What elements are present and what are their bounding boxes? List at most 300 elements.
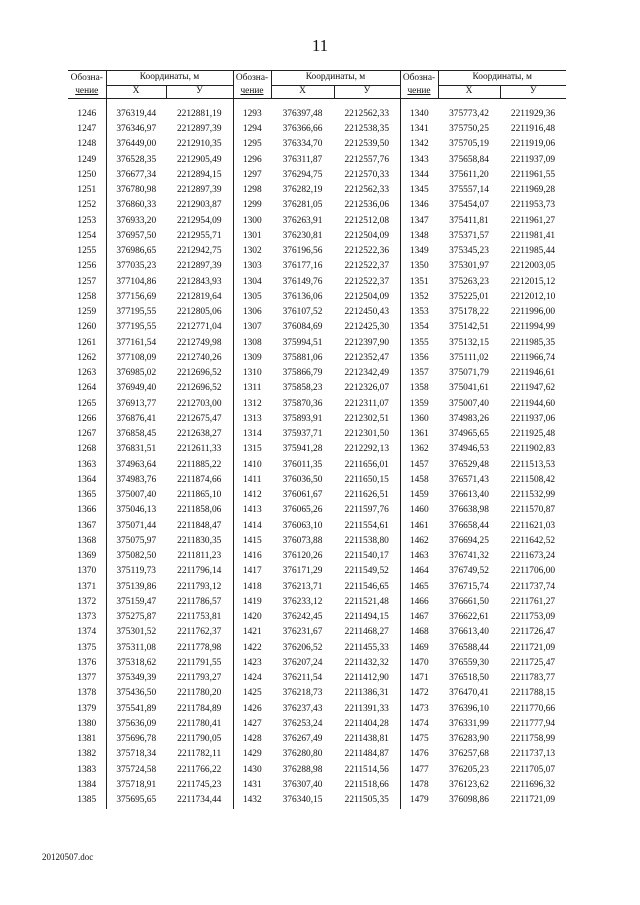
x-coordinate: 376661,50: [449, 596, 489, 607]
x-coordinate: 375139,86: [106, 580, 166, 595]
designation-subheader-3: чение: [400, 86, 438, 99]
y-coordinate: 2211929,36: [510, 108, 556, 119]
y-coordinate: 2212012,10: [510, 291, 556, 302]
designation-header-1: Обозна-: [68, 71, 106, 86]
point-number: 1248: [77, 139, 97, 150]
y-coordinate: 2212301,50: [344, 429, 390, 440]
x-coordinate: 376123,62: [449, 779, 489, 790]
x-coordinate: 376253,24: [282, 718, 323, 729]
y-coordinate: 2211766,22: [177, 764, 222, 775]
y-coordinate: 2212538,35: [344, 124, 390, 135]
header-row-top: [68, 71, 566, 86]
x-coordinate: 376084,69: [282, 322, 323, 333]
point-number: 1310: [233, 366, 271, 381]
x-coordinate: 374965,65: [449, 429, 489, 440]
point-number: 1468: [400, 626, 438, 641]
table-row: [68, 443, 566, 458]
y-coordinate: 2212843,93: [176, 276, 222, 287]
x-coordinate: 374963,64: [106, 458, 166, 473]
point-number: 1367: [77, 520, 97, 531]
point-number: 1297: [233, 168, 271, 183]
x-coordinate: 375301,97: [449, 261, 489, 272]
x-coordinate: 375893,91: [282, 413, 323, 424]
y-coordinate: 2211996,00: [510, 307, 556, 318]
table-row: [68, 687, 566, 702]
point-number: 1265: [77, 398, 97, 409]
x-header-1: X: [106, 86, 166, 99]
point-number: 1250: [77, 169, 97, 180]
y-coordinate: 2211790,05: [177, 734, 222, 745]
x-coordinate: 376588,44: [449, 642, 489, 653]
y-coordinate: 2211404,28: [344, 718, 389, 729]
table-row: [68, 183, 566, 198]
x-coordinate: 376346,97: [106, 122, 166, 137]
point-number: 1385: [77, 795, 97, 806]
x-coordinate: 376065,26: [282, 505, 323, 516]
point-number: 1342: [400, 138, 438, 153]
point-number: 1459: [400, 488, 438, 503]
x-coordinate: 376205,23: [449, 764, 489, 775]
y-coordinate: 2211777,94: [510, 718, 556, 729]
x-coordinate: 376280,80: [282, 749, 323, 760]
y-coordinate: 2211725,47: [510, 657, 556, 668]
x-coordinate: 375718,91: [106, 778, 166, 793]
y-coordinate: 2212536,06: [344, 200, 390, 211]
table-row: [68, 626, 566, 641]
x-coordinate: 376957,50: [106, 229, 166, 244]
x-coordinate: 376622,61: [449, 612, 489, 623]
y-coordinate: 2212903,87: [176, 200, 222, 211]
point-number: 1315: [233, 443, 271, 458]
point-number: 1426: [233, 702, 271, 717]
y-coordinate: 2212512,08: [344, 215, 390, 226]
point-number: 1464: [400, 565, 438, 580]
x-coordinate: 376311,87: [282, 154, 323, 165]
x-coordinate: 375658,84: [449, 154, 489, 165]
y-coordinate: 2212539,50: [344, 139, 390, 150]
point-number: 1341: [400, 122, 438, 137]
x-coordinate: 375142,51: [449, 322, 489, 333]
y-coordinate: 2211597,76: [344, 505, 389, 516]
y-coordinate: 2212342,49: [344, 368, 390, 379]
x-coordinate: 374983,26: [449, 413, 489, 424]
point-number: 1251: [77, 185, 97, 196]
designation-header-3: Обозна-: [400, 71, 438, 86]
point-number: 1345: [400, 183, 438, 198]
y-coordinate: 2212450,43: [344, 307, 390, 318]
table-row: [68, 763, 566, 778]
point-number: 1380: [77, 718, 97, 729]
x-coordinate: 375454,07: [449, 200, 489, 211]
x-coordinate: 375075,97: [106, 534, 166, 549]
y-coordinate: 2211468,27: [344, 627, 389, 638]
y-coordinate: 2211784,89: [177, 703, 222, 714]
y-coordinate: 2212819,64: [176, 291, 222, 302]
y-coordinate: 2211753,81: [177, 612, 222, 623]
coordinates-table: [68, 70, 566, 809]
y-coordinate: 2211650,15: [344, 474, 389, 485]
y-coordinate: 2211621,03: [510, 520, 556, 531]
x-coordinate: 375046,13: [106, 504, 166, 519]
point-number: 1301: [233, 229, 271, 244]
y-coordinate: 2211788,15: [510, 688, 556, 699]
y-coordinate: 2211944,60: [510, 398, 556, 409]
x-coordinate: 375881,06: [282, 352, 323, 363]
x-coordinate: 375941,28: [282, 444, 323, 455]
y-coordinate: 2212897,39: [176, 185, 222, 196]
y-coordinate: 2211761,27: [510, 596, 556, 607]
point-number: 1299: [233, 199, 271, 214]
header-row-bottom: [68, 86, 566, 99]
y-coordinate: 2211532,99: [510, 490, 556, 501]
x-coordinate: 375041,61: [449, 383, 489, 394]
y-coordinate: 2212003,05: [510, 261, 556, 272]
x-coordinate: 376282,19: [282, 185, 323, 196]
point-number: 1306: [233, 305, 271, 320]
point-number: 1471: [400, 671, 438, 686]
point-number: 1257: [77, 276, 97, 287]
point-number: 1256: [77, 261, 97, 272]
y-coordinate: 2212749,98: [176, 337, 222, 348]
point-number: 1463: [400, 549, 438, 564]
y-coordinate: 2212311,07: [344, 398, 389, 409]
point-number: 1263: [77, 368, 97, 379]
point-number: 1413: [233, 504, 271, 519]
y-coordinate: 2211737,13: [510, 749, 556, 760]
point-number: 1296: [233, 153, 271, 168]
x-coordinate: 375178,22: [449, 307, 489, 318]
x-coordinate: 376107,52: [282, 307, 323, 318]
y-coordinate: 2211865,10: [177, 490, 222, 501]
x-coordinate: 376098,86: [449, 795, 489, 806]
x-coordinate: 376036,50: [282, 474, 323, 485]
x-coordinate: 376237,43: [282, 703, 323, 714]
coords-header-2: Координаты, м: [271, 71, 400, 86]
x-coordinate: 376749,52: [449, 566, 489, 577]
x-coordinate: 376196,56: [282, 246, 323, 257]
point-number: 1352: [400, 290, 438, 305]
point-number: 1371: [77, 581, 97, 592]
point-number: 1364: [77, 474, 97, 485]
point-number: 1427: [233, 717, 271, 732]
point-number: 1467: [400, 610, 438, 625]
y-coordinate: 2212557,76: [344, 154, 390, 165]
y-coordinate: 2211811,23: [177, 551, 222, 562]
point-number: 1417: [233, 565, 271, 580]
x-coordinate: 377035,23: [106, 260, 166, 275]
x-coordinate: 375318,62: [106, 656, 166, 671]
point-number: 1340: [400, 107, 438, 122]
y-coordinate: 2212740,26: [176, 352, 222, 363]
y-coordinate: 2212894,15: [176, 169, 222, 180]
x-coordinate: 376933,20: [106, 214, 166, 229]
point-number: 1363: [77, 459, 97, 470]
point-number: 1429: [233, 748, 271, 763]
x-coordinate: 376741,32: [449, 551, 489, 562]
table-row: [68, 107, 566, 122]
point-number: 1376: [77, 657, 97, 668]
point-number: 1300: [233, 214, 271, 229]
table-row: [68, 290, 566, 305]
point-number: 1370: [77, 566, 97, 577]
point-number: 1425: [233, 687, 271, 702]
y-coordinate: 2212397,90: [344, 337, 390, 348]
x-coordinate: 375082,50: [106, 549, 166, 564]
x-coordinate: 375371,57: [449, 230, 489, 241]
point-number: 1356: [400, 351, 438, 366]
point-number: 1419: [233, 595, 271, 610]
point-number: 1362: [400, 443, 438, 458]
x-coordinate: 376120,26: [282, 551, 323, 562]
designation-header-2: Обозна-: [233, 71, 271, 86]
x-coordinate: 375349,39: [106, 671, 166, 686]
point-number: 1461: [400, 519, 438, 534]
y-coordinate: 2211412,90: [344, 673, 389, 684]
point-number: 1365: [77, 490, 97, 501]
y-coordinate: 2211791,55: [177, 657, 222, 668]
table-row: [68, 275, 566, 290]
x-coordinate: 376571,43: [449, 474, 489, 485]
y-coordinate: 2212696,52: [176, 383, 222, 394]
x-coordinate: 376334,70: [282, 139, 323, 150]
point-number: 1418: [233, 580, 271, 595]
table-row: [68, 473, 566, 488]
y-coordinate: 2211745,23: [177, 779, 222, 790]
x-coordinate: 376396,10: [449, 703, 489, 714]
x-coordinate: 376288,98: [282, 764, 323, 775]
y-coordinate: 2212703,00: [176, 398, 222, 409]
point-number: 1305: [233, 290, 271, 305]
point-number: 1430: [233, 763, 271, 778]
y-coordinate: 2211994,99: [510, 322, 556, 333]
point-number: 1247: [77, 124, 97, 135]
point-number: 1259: [77, 307, 97, 318]
point-number: 1312: [233, 397, 271, 412]
x-coordinate: 376780,98: [106, 183, 166, 198]
point-number: 1253: [77, 215, 97, 226]
x-coordinate: 377195,55: [106, 305, 166, 320]
point-number: 1379: [77, 703, 97, 714]
table-row: [68, 336, 566, 351]
table-row: [68, 717, 566, 732]
x-coordinate: 376949,40: [106, 382, 166, 397]
x-coordinate: 375696,78: [106, 732, 166, 747]
x-coordinate: 376518,50: [449, 673, 489, 684]
y-coordinate: 2211505,35: [344, 795, 389, 806]
table-row: [68, 199, 566, 214]
y-coordinate: 2211966,74: [510, 352, 556, 363]
y-coordinate: 2212696,52: [176, 368, 222, 379]
x-coordinate: 376177,16: [282, 261, 323, 272]
x-coordinate: 375263,23: [449, 276, 489, 287]
y-coordinate: 2211778,98: [177, 642, 222, 653]
y-coordinate: 2211953,73: [510, 200, 556, 211]
x-coordinate: 376331,99: [449, 718, 489, 729]
y-coordinate: 2212522,37: [344, 261, 390, 272]
point-number: 1311: [233, 382, 271, 397]
table-row: [68, 382, 566, 397]
table-row: [68, 793, 566, 808]
x-coordinate: 376294,75: [282, 169, 323, 180]
x-coordinate: 376658,44: [449, 520, 489, 531]
x-coordinate: 374983,76: [106, 473, 166, 488]
x-coordinate: 376171,29: [282, 566, 323, 577]
y-coordinate: 2211514,56: [344, 764, 389, 775]
x-coordinate: 376242,45: [282, 612, 323, 623]
x-coordinate: 376876,41: [106, 412, 166, 427]
point-number: 1412: [233, 488, 271, 503]
y-coordinate: 2211570,87: [510, 505, 556, 516]
point-number: 1348: [400, 229, 438, 244]
point-number: 1432: [233, 793, 271, 808]
point-number: 1268: [77, 444, 97, 455]
table-row: [68, 565, 566, 580]
x-coordinate: 375858,23: [282, 383, 323, 394]
point-number: 1477: [400, 763, 438, 778]
y-coordinate: 2211455,33: [344, 642, 389, 653]
y-coordinate: 2212562,33: [344, 185, 390, 196]
y-coordinate: 2211386,31: [344, 688, 389, 699]
point-number: 1479: [400, 793, 438, 808]
point-number: 1293: [233, 107, 271, 122]
x-coordinate: 376063,10: [282, 520, 323, 531]
designation-subheader-2: чение: [233, 86, 271, 99]
y-coordinate: 2211673,24: [510, 551, 556, 562]
table-row: [68, 153, 566, 168]
point-number: 1382: [77, 749, 97, 760]
x-coordinate: 375159,47: [106, 595, 166, 610]
y-coordinate: 2211438,81: [344, 734, 389, 745]
point-number: 1313: [233, 412, 271, 427]
y-coordinate: 2212562,33: [344, 108, 390, 119]
point-number: 1303: [233, 260, 271, 275]
y-coordinate: 2211549,52: [344, 566, 389, 577]
x-coordinate: 376283,90: [449, 734, 489, 745]
x-coordinate: 376985,02: [106, 366, 166, 381]
x-coordinate: 377108,09: [106, 351, 166, 366]
x-coordinate: 375071,79: [449, 368, 489, 379]
point-number: 1377: [77, 673, 97, 684]
point-number: 1255: [77, 246, 97, 257]
point-number: 1295: [233, 138, 271, 153]
x-coordinate: 375718,34: [106, 748, 166, 763]
x-coordinate: 376528,35: [106, 153, 166, 168]
x-coordinate: 376715,74: [449, 581, 489, 592]
y-coordinate: 2212910,35: [176, 139, 222, 150]
y-coordinate: 2211432,32: [344, 657, 389, 668]
x-header-3: X: [438, 86, 500, 99]
table-row: [68, 229, 566, 244]
point-number: 1252: [77, 200, 97, 211]
point-number: 1246: [77, 108, 97, 119]
x-coordinate: 376136,06: [282, 291, 323, 302]
x-coordinate: 375119,73: [106, 565, 166, 580]
x-coordinate: 376860,33: [106, 199, 166, 214]
table-spacer: [68, 99, 566, 108]
y-coordinate: 2211656,01: [344, 459, 389, 470]
y-coordinate: 2211626,51: [344, 490, 389, 501]
y-coordinate: 2211494,15: [344, 612, 389, 623]
y-coordinate: 2211696,32: [510, 779, 556, 790]
x-coordinate: 374946,53: [449, 444, 489, 455]
y-coordinate: 2211721,09: [510, 795, 556, 806]
y-coordinate: 2211947,62: [510, 383, 556, 394]
point-number: 1304: [233, 275, 271, 290]
y-header-3: У: [500, 86, 566, 99]
y-coordinate: 2211546,65: [344, 581, 389, 592]
y-coordinate: 2211796,14: [177, 566, 222, 577]
y-coordinate: 2211706,00: [510, 566, 556, 577]
file-name-footer: 20120507.doc: [42, 852, 94, 862]
y-coordinate: 2211969,28: [510, 185, 556, 196]
x-coordinate: 375411,81: [449, 215, 489, 226]
x-coordinate: 375750,25: [449, 124, 489, 135]
point-number: 1258: [77, 291, 97, 302]
x-coordinate: 377161,54: [106, 336, 166, 351]
table-row: [68, 214, 566, 229]
y-coordinate: 2211985,44: [510, 246, 556, 257]
point-number: 1460: [400, 504, 438, 519]
y-coordinate: 2212955,71: [176, 230, 222, 241]
point-number: 1423: [233, 656, 271, 671]
y-coordinate: 2211848,47: [177, 520, 222, 531]
x-coordinate: 376307,40: [282, 779, 323, 790]
y-coordinate: 2211758,99: [510, 734, 556, 745]
y-coordinate: 2212611,33: [177, 444, 222, 455]
y-coordinate: 2212504,09: [344, 230, 390, 241]
page-number: 11: [311, 36, 329, 55]
point-number: 1457: [400, 458, 438, 473]
x-coordinate: 376011,35: [282, 459, 323, 470]
point-number: 1476: [400, 748, 438, 763]
x-coordinate: 376470,41: [449, 688, 489, 699]
point-number: 1360: [400, 412, 438, 427]
y-coordinate: 2211518,66: [344, 779, 389, 790]
x-coordinate: 375870,36: [282, 398, 323, 409]
y-coordinate: 2211937,09: [510, 154, 556, 165]
point-number: 1472: [400, 687, 438, 702]
table-row: [68, 748, 566, 763]
point-number: 1260: [77, 322, 97, 333]
point-number: 1415: [233, 534, 271, 549]
y-coordinate: 2211508,42: [510, 474, 556, 485]
x-coordinate: 376986,65: [106, 244, 166, 259]
point-number: 1261: [77, 337, 97, 348]
table-row: [68, 519, 566, 534]
x-coordinate: 375071,44: [106, 519, 166, 534]
table-row: [68, 244, 566, 259]
x-coordinate: 375436,50: [106, 687, 166, 702]
x-coordinate: 376263,91: [282, 215, 323, 226]
x-coordinate: 375541,89: [106, 702, 166, 717]
point-number: 1466: [400, 595, 438, 610]
point-number: 1411: [233, 473, 271, 488]
y-coordinate: 2211793,27: [177, 673, 222, 684]
table-row: [68, 610, 566, 625]
point-number: 1428: [233, 732, 271, 747]
y-coordinate: 2211874,66: [177, 474, 222, 485]
y-coordinate: 2212897,39: [176, 261, 222, 272]
point-number: 1473: [400, 702, 438, 717]
table-row: [68, 260, 566, 275]
table-row: [68, 641, 566, 656]
y-coordinate: 2211513,53: [510, 459, 556, 470]
point-number: 1262: [77, 352, 97, 363]
y-coordinate: 2212881,19: [176, 108, 222, 119]
y-coordinate: 2212522,37: [344, 276, 390, 287]
point-number: 1298: [233, 183, 271, 198]
x-coordinate: 376613,40: [449, 490, 489, 501]
